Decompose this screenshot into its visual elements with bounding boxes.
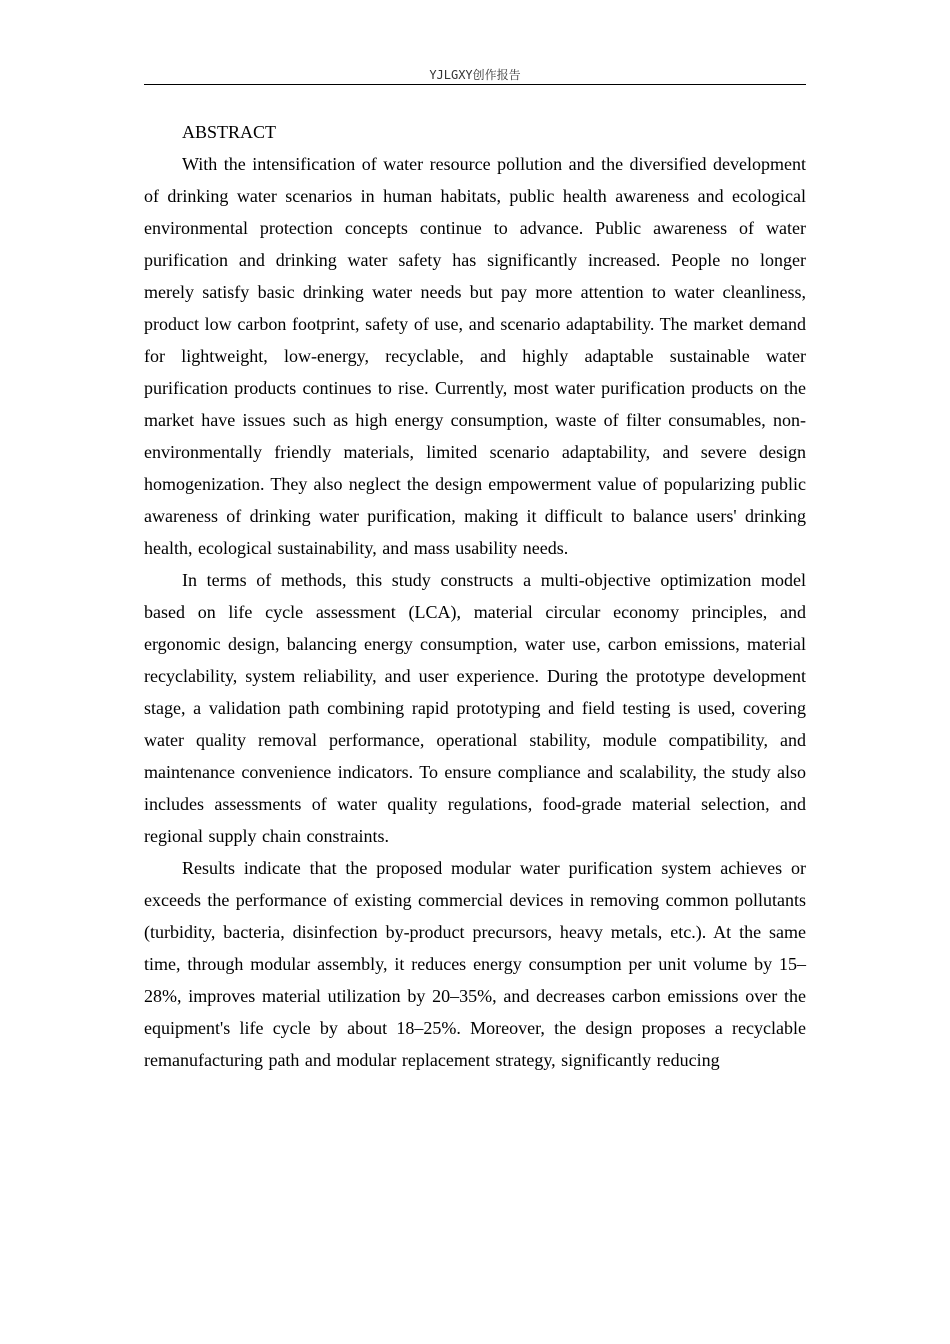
- abstract-paragraph-results: Results indicate that the proposed modular water purification system achieves or exceeds the performance of existing commercial devices in removing common pollutants (turbidity, bacteria, disinfection by-product precursors, heavy metals, etc.). At the same time, through modular assembly, it reduces energy consumption per unit volume by 15–28%, improves material utilization by 20–35%, and decreases carbon emissions over the equipment's life cycle by about 18–25%. Moreover, the design proposes a recyclable remanufacturing path and modular replacement strategy, significantly reducing: [144, 858, 806, 1070]
- abstract-section: [144, 116, 806, 1076]
- abstract-paragraph-background: With the intensification of water resource pollution and the diversified development of drinking water scenarios in human habitats, public health awareness and ecological environmental protection concepts continue to advance. Public awareness of water purification and drinking water safety has significantly increased. People no longer merely satisfy basic drinking water needs but pay more attention to water cleanliness, product low carbon footprint, safety of use, and scenario adaptability. The market demand for lightweight, low-energy, recyclable, and highly adaptable sustainable water purification products continues to rise. Currently, most water purification products on the market have issues such as high energy consumption, waste of filter consumables, non-environmentally friendly materials, limited scenario adaptability, and severe design homogenization. They also neglect the design empowerment value of popularizing public awareness of drinking water purification, making it difficult to balance users' drinking health, ecological sustainability, and mass usability needs.: [144, 154, 806, 558]
- running-header: YJLGXY创作报告: [144, 66, 806, 85]
- abstract-heading: ABSTRACT: [182, 122, 277, 142]
- abstract-paragraph-methods: In terms of methods, this study constructs a multi-objective optimization model based on life cycle assessment (LCA), material circular economy principles, and ergonomic design, balancing energy consumption, water use, carbon emissions, material recyclability, system reliability, and user experience. During the prototype development stage, a validation path combining rapid prototyping and field testing is used, covering water quality removal performance, operational stability, module compatibility, and maintenance convenience indicators. To ensure compliance and scalability, the study also includes assessments of water quality regulations, food-grade material selection, and regional supply chain constraints.: [144, 570, 806, 846]
